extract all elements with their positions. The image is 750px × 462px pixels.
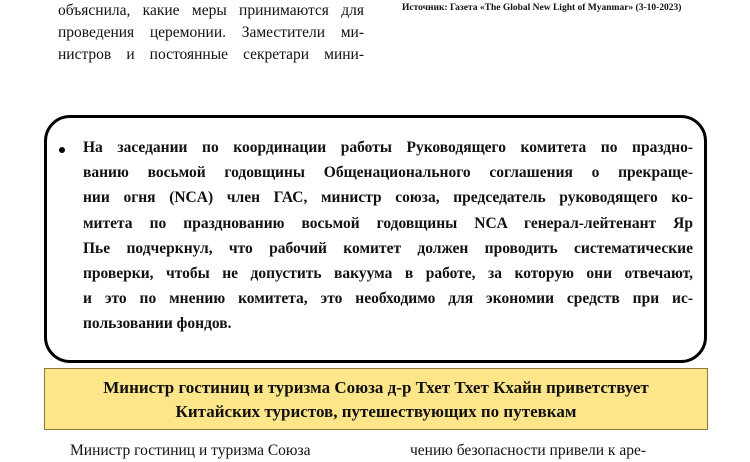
article-column-top	[58, 0, 364, 66]
highlight-line: пользовании фондов.	[83, 315, 232, 333]
bullet-icon	[59, 147, 65, 153]
article-line: объяснила, какие меры принимаются для	[58, 2, 364, 19]
source-caption: Источник: Газета «The Global New Light of Myanmar» (3-10-2023)	[402, 3, 682, 13]
highlight-line: нии огня (NCA) член ГАС, министр союза, председатель руководящего ко-	[83, 189, 693, 207]
article-line: нистров и постоянные секретари мини-	[58, 46, 364, 63]
headline-line-2: Китайских туристов, путешествующих по путевкам	[175, 402, 577, 421]
article-column-right-start: чению безопасности привели к аре-	[410, 442, 646, 459]
highlight-line: митета по празднованию восьмой годовщины NCA генерал-лейтенант Яр	[83, 214, 693, 232]
article-column-left-start: Министр гостиниц и туризма Союза	[70, 442, 311, 459]
article-line: проведения церемонии. Заместители ми-	[58, 24, 364, 41]
highlight-line: проверки, чтобы не допустить вакуума в работе, за которую они отвечают,	[83, 264, 693, 282]
highlight-line: ванию восьмой годовщины Общенационального соглашения о прекраще-	[83, 164, 693, 182]
highlight-box	[44, 115, 707, 363]
highlight-line: и это по мнению комитета, это необходимо для экономии средств при ис-	[83, 290, 693, 308]
headline-line-1: Министр гостиниц и туризма Союза д-р Тхет Тхет Кхайн приветствует	[103, 378, 649, 397]
highlight-line: Пье подчеркнул, что рабочий комитет должен проводить систематические	[83, 239, 693, 257]
highlight-list-item	[83, 135, 693, 337]
article-headline	[44, 368, 708, 430]
highlight-line: На заседании по координации работы Руководящего комитета по праздно-	[83, 139, 693, 156]
